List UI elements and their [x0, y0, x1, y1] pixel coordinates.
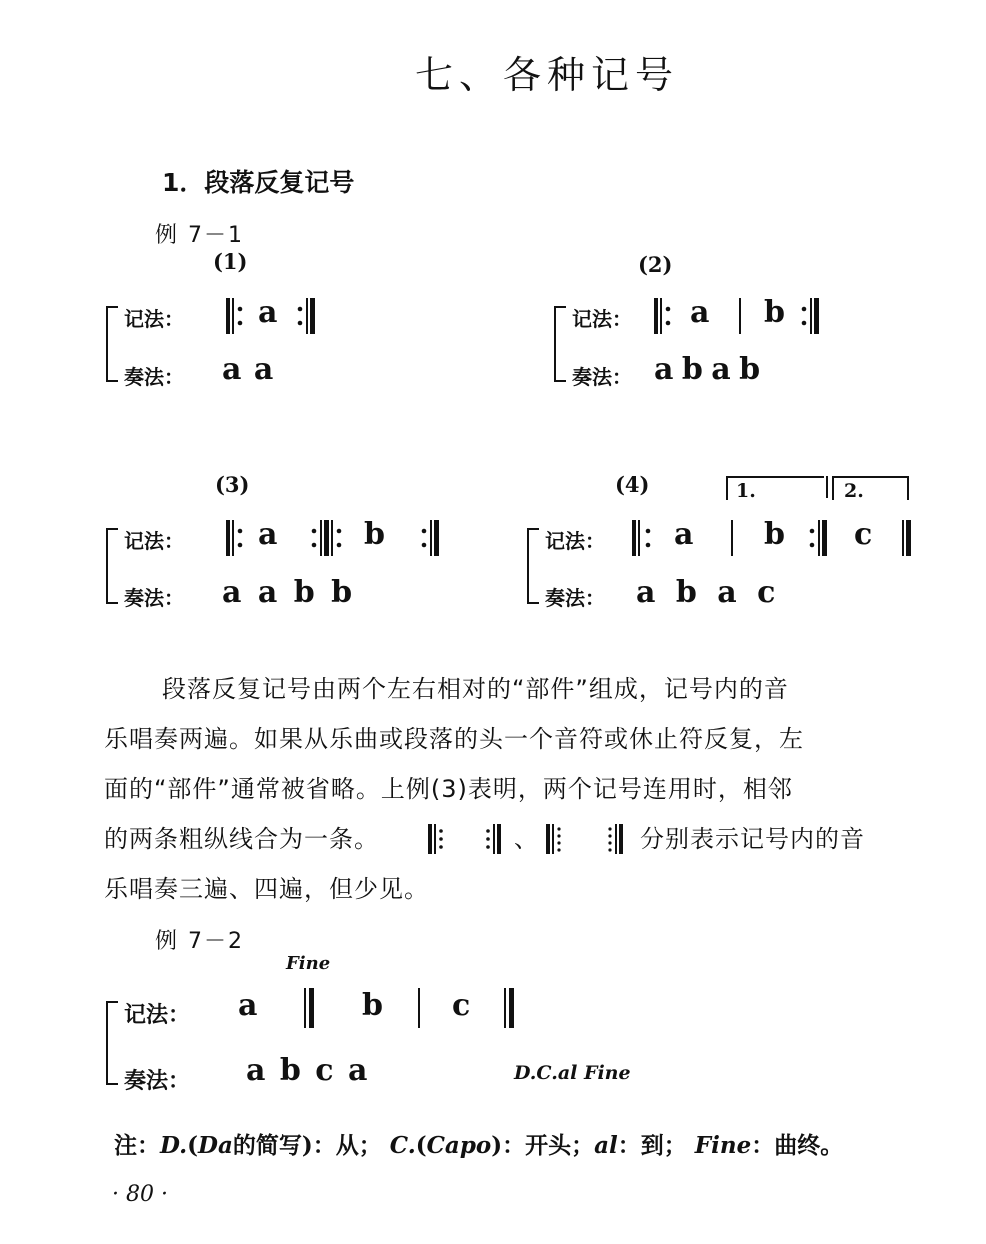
part-number: (3): [215, 472, 250, 497]
repeat-end-quad-sign: [608, 824, 623, 854]
play-label: 奏法：: [572, 365, 632, 389]
repeat-end-sign: [298, 298, 315, 334]
notation-letter: c: [854, 517, 873, 552]
section-heading: 1．段落反复记号: [162, 168, 355, 197]
repeat-start-sign: [632, 520, 650, 556]
term-fine: Fine: [694, 1132, 752, 1159]
repeat-start-sign: [226, 520, 242, 556]
repeat-double-sign: [312, 520, 342, 556]
fine-marking: Fine: [286, 953, 331, 974]
play-sequence: a a b b: [222, 575, 353, 610]
notation-label: 记法：: [124, 1003, 191, 1028]
play-label: 奏法：: [124, 586, 184, 610]
term-capo: Capo: [426, 1132, 492, 1159]
paragraph-line: 段落反复记号由两个左右相对的“部件”组成，记号内的音: [162, 675, 789, 703]
repeat-start-triple-sign: [428, 824, 443, 854]
term-c: C.: [389, 1132, 416, 1159]
notation-letter: b: [764, 517, 785, 552]
barline: [418, 988, 420, 1028]
footnote-text: 的简写)：从；: [232, 1132, 382, 1159]
paragraph-line: 面的“部件”通常被省略。上例(3)表明，两个记号连用时，相邻: [104, 775, 793, 803]
play-label: 奏法：: [545, 586, 605, 610]
barline: [739, 298, 741, 334]
paragraph-line: 乐唱奏两遍。如果从乐曲或段落的头一个音符或休止符反复，左: [104, 725, 804, 753]
play-sequence: a b c a: [246, 1053, 368, 1088]
repeat-end-sign: [422, 520, 439, 556]
notation-letter: b: [362, 988, 383, 1023]
part-number: (1): [213, 249, 248, 274]
dc-al-fine-marking: D.C.al Fine: [514, 1062, 631, 1084]
final-barline: [902, 520, 911, 556]
repeat-end-sign: [810, 520, 827, 556]
notation-letter: a: [690, 295, 710, 330]
repeat-start-sign: [226, 298, 242, 334]
footnote-text: (: [187, 1132, 199, 1159]
example-label: 例 7－2: [155, 929, 244, 954]
part-number: (4): [615, 472, 650, 497]
footnote-prefix: 注：: [114, 1132, 160, 1159]
paragraph-line: 乐唱奏三遍、四遍，但少见。: [104, 875, 429, 903]
paragraph-line: 分别表示记号内的音: [640, 825, 865, 853]
paragraph-separator: 、: [514, 825, 539, 853]
repeat-end-sign: [802, 298, 819, 334]
page-number: · 80 ·: [112, 1182, 168, 1207]
part-number: (2): [638, 252, 673, 277]
footnote-text: )：开头；: [491, 1132, 595, 1159]
example-label: 例 7－1: [155, 223, 244, 248]
notation-letter: b: [364, 517, 385, 552]
notation-letter: a: [258, 517, 278, 552]
volta-label: 1.: [736, 480, 756, 502]
notation-label: 记法：: [545, 529, 605, 553]
notation-label: 记法：: [124, 529, 184, 553]
term-d: D.: [160, 1132, 188, 1159]
repeat-start-quad-sign: [546, 824, 561, 854]
repeat-end-triple-sign: [486, 824, 501, 854]
play-label: 奏法：: [124, 365, 184, 389]
play-sequence: a b a c: [636, 575, 776, 610]
notation-letter: a: [674, 517, 694, 552]
footnote-text: (: [415, 1132, 427, 1159]
play-label: 奏法：: [124, 1069, 191, 1094]
term-da: Da: [198, 1132, 233, 1159]
notation-letter: a: [258, 295, 278, 330]
notation-letter: c: [452, 988, 471, 1023]
footnote-text: ：曲终。: [751, 1132, 844, 1159]
notation-label: 记法：: [572, 307, 632, 331]
footnote: [114, 1127, 843, 1160]
footnote-text: ：到；: [617, 1132, 687, 1159]
term-al: al: [594, 1132, 618, 1159]
notation-label: 记法：: [124, 307, 184, 331]
play-sequence: a a: [222, 352, 274, 387]
play-sequence: a b a b: [654, 352, 761, 387]
repeat-start-sign: [654, 298, 670, 334]
paragraph-line: 的两条粗纵线合为一条。: [104, 825, 379, 853]
notation-letter: a: [238, 988, 258, 1023]
page-title: 七、各种记号: [415, 53, 680, 97]
double-barline: [304, 988, 314, 1028]
volta-label: 2.: [844, 480, 864, 502]
notation-letter: b: [764, 295, 785, 330]
final-barline: [504, 988, 514, 1028]
barline: [731, 520, 733, 556]
